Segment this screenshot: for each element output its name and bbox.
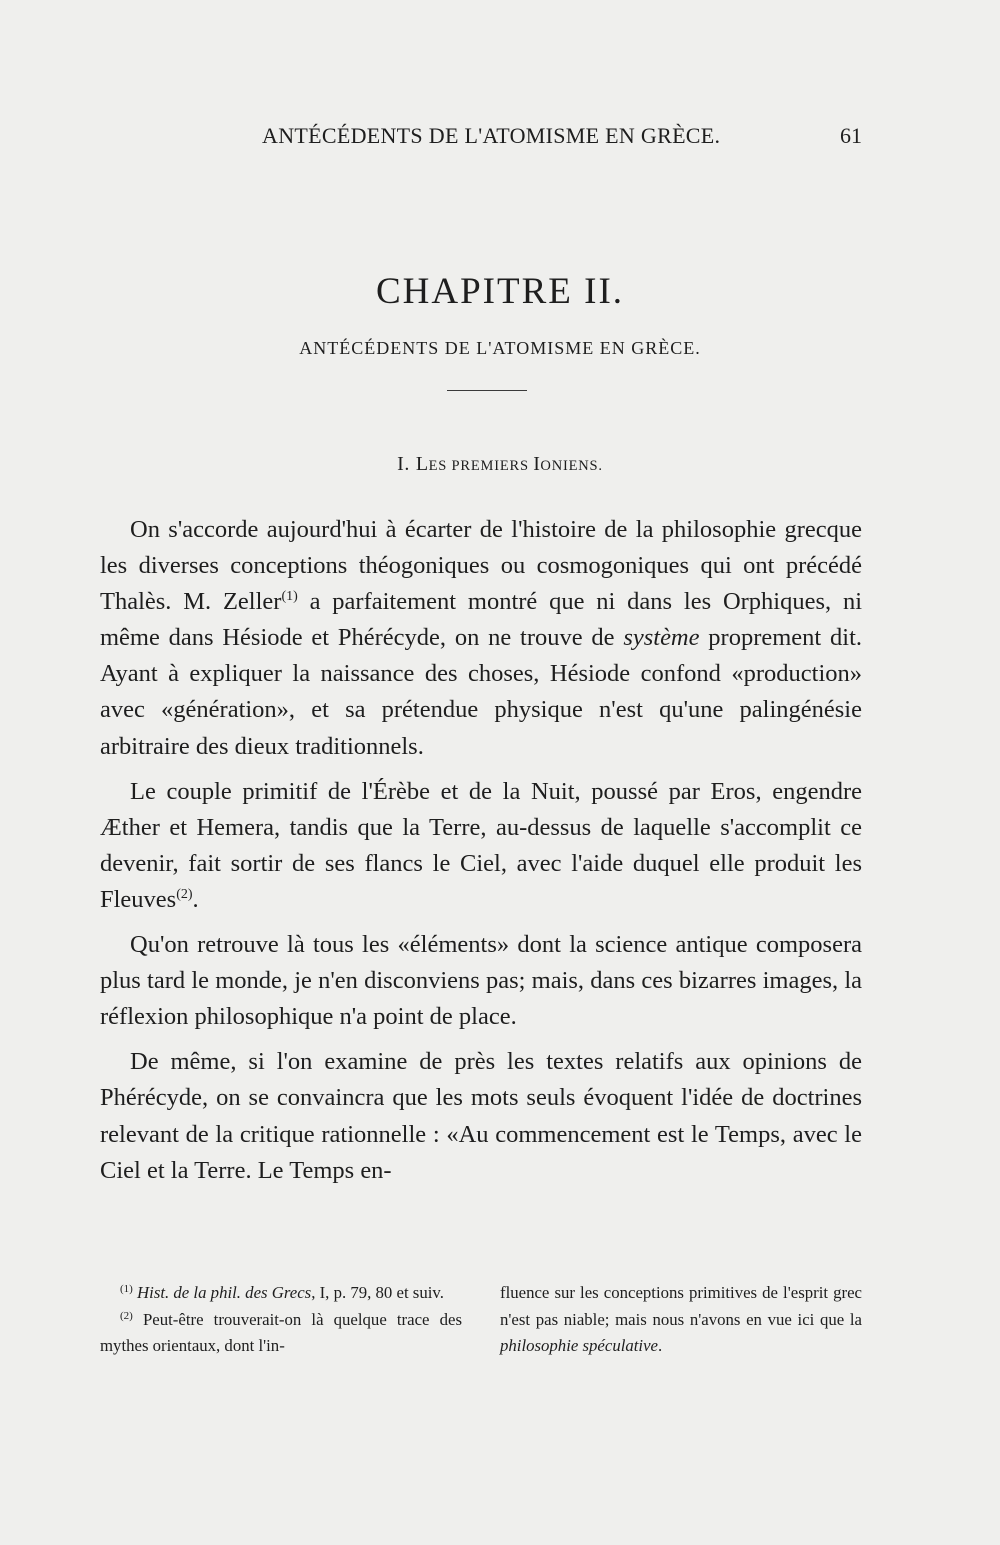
section-title-initial-1: L [415, 453, 429, 475]
footnotes-left-column [100, 1280, 462, 1360]
paragraph-3: Qu'on retrouve là tous les «éléments» dont la science antique composera plus tard le monde, je n'en disconviens pas; mais, dans ces bizarres images, la réflexion philosophique n'a point de place. [100, 931, 862, 1031]
paragraph-2-text-a: Le couple primitif de l'Érèbe et de la Nuit, poussé par Eros, engendre Æther et Hemera, tandis que la Terre, au-dessus de laquelle s'accomplit ce devenir, fait sortir de ses flancs le Ciel, avec l'aide duquel elle produit les Fleuves [100, 777, 862, 913]
running-head [100, 123, 862, 153]
footnote-1-text: , I, p. 79, 80 et suiv. [311, 1283, 444, 1302]
section-divider [447, 390, 527, 391]
chapter-subtitle: ANTÉCÉDENTS DE L'ATOMISME EN GRÈCE. [299, 338, 701, 358]
paragraph-1-emphasis: système [623, 624, 700, 652]
running-title: ANTÉCÉDENTS DE L'ATOMISME EN GRÈCE. [262, 123, 721, 148]
footnote-ref-2[interactable]: (2) [176, 886, 193, 902]
footnote-2-start [100, 1307, 462, 1360]
footnote-2-mark: (2) [120, 1309, 133, 1322]
footnotes-right-column [500, 1280, 862, 1360]
body-text [100, 512, 862, 1189]
paragraph-1-text-c: proprement dit. Ayant à expliquer la naissance des choses, Hésiode confond «production» avec «génération», et sa prétendue physique n'est qu'une palingénésie arbitraire des dieux traditionnels. [100, 624, 863, 760]
footnote-2-text-right: fluence sur les conceptions primitives de l'esprit grec n'est pas niable; mais nous n'avons en vue ici que la [500, 1283, 862, 1329]
page-number: 61 [840, 123, 862, 148]
footnote-1-mark: (1) [120, 1283, 133, 1295]
paragraph-2-text-b: . [192, 885, 199, 913]
footnote-2-end: . [658, 1336, 663, 1355]
section-title-smallcaps-1: ES PREMIERS [428, 458, 534, 474]
section-number: I. [397, 453, 410, 475]
paragraph-1 [100, 512, 862, 765]
paragraph-1-text-a: On s'accorde aujourd'hui à écarter de l'histoire de la philosophie grecque les diverses conceptions théogoniques ou cosmogoniques qui ont précédé Thalès. M. Zeller [100, 516, 862, 616]
footnote-2-text-left: Peut-être trouverait-on là quelque trace des mythes orientaux, dont l'in- [100, 1309, 462, 1355]
paragraph-4: De même, si l'on examine de près les textes relatifs aux opinions de Phérécyde, on se convaincra que les mots seuls évoquent l'idée de doctrines relevant de la critique rationnelle : «Au commencement est le Temps, avec le Ciel et la Terre. Le Temps en- [100, 1048, 862, 1184]
footnote-2-continued [500, 1280, 862, 1360]
footnote-2-emphasis: philosophie spéculative [500, 1336, 658, 1355]
paragraph-1-text-b: a parfaitement montré que ni dans les Orphiques, ni même dans Hésiode et Phérécyde, on ne trouve de [100, 588, 863, 652]
section-title [0, 453, 1000, 476]
paragraph-2 [100, 774, 862, 918]
chapter-title: CHAPITRE II. [375, 271, 625, 312]
section-title-initial-2: I [533, 453, 541, 475]
section-title-smallcaps-2: ONIENS. [540, 458, 603, 474]
footnote-1-title: Hist. de la phil. des Grecs [137, 1283, 312, 1302]
footnote-1 [100, 1280, 462, 1307]
footnote-ref-1[interactable]: (1) [281, 589, 298, 605]
